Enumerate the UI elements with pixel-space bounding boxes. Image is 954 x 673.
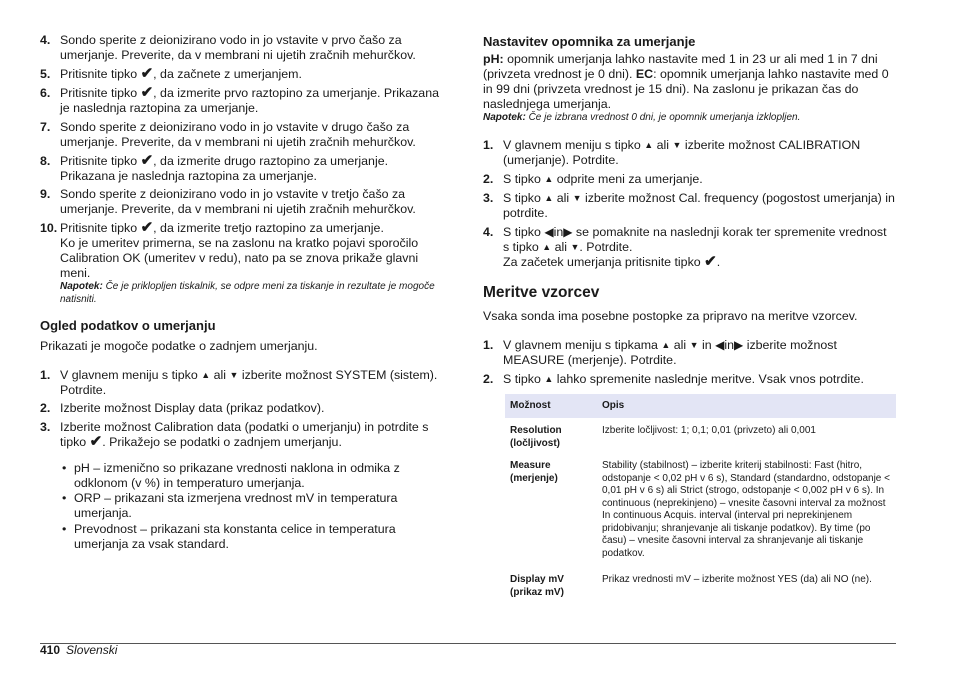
table-header-row — [505, 394, 896, 418]
down-arrow-icon: ▼ — [572, 193, 582, 203]
note-text: Če je izbrana vrednost 0 dni, je opomnik umerjanja izklopljen. — [525, 112, 801, 123]
step-text: izberite možnost SYSTEM (sistem). Potrdite. — [60, 368, 438, 397]
reminder-note — [483, 112, 896, 125]
reminder-step-1 — [483, 138, 896, 168]
footer-divider — [40, 643, 896, 644]
step-text: . Potrdite. — [579, 240, 633, 254]
measure-step-2 — [483, 372, 896, 387]
step-text: Sondo sperite z deionizirano vodo in jo vstavite v tretjo čašo za umerjanje. Preverite, da v membrani ni ujetih zračnih mehurčkov. — [60, 187, 416, 216]
up-arrow-icon: ▲ — [544, 174, 554, 184]
step-4 — [40, 33, 443, 63]
table-header-cell: Možnost — [505, 394, 597, 418]
reminder-step-4 — [483, 225, 896, 270]
confirm-check-icon: ✔ — [140, 219, 154, 236]
page-footer — [40, 643, 117, 657]
bullet-orp — [40, 491, 443, 521]
ec-text: : opomnik umerjanja lahko nastavite med 0 in 99 dni (privzeta vrednost je 15 dni). Na zaslonu je prikazan čas do naslednjega umerjanja. — [483, 67, 889, 111]
step-text: in — [553, 225, 564, 239]
note-text: Če je priklopljen tiskalnik, se odpre meni za tiskanje in rezultate je mogoče natisniti. — [60, 281, 435, 305]
measurements-intro: Vsaka sonda ima posebne postopke za pripravo na meritve vzorcev. — [483, 309, 858, 323]
step-number: 3. — [40, 420, 51, 434]
footer-language: Slovenski — [66, 643, 118, 657]
down-arrow-icon: ▼ — [672, 140, 682, 150]
section-title-reminder: Nastavitev opomnika za umerjanje — [483, 34, 696, 49]
reminder-step-2 — [483, 172, 896, 187]
step-text: in — [724, 338, 735, 352]
step-text: Pritisnite tipko — [60, 221, 138, 235]
view-step-2 — [40, 401, 443, 416]
step-8 — [40, 154, 443, 184]
up-arrow-icon: ▲ — [201, 370, 211, 380]
right-arrow-icon: ▶ — [563, 225, 573, 239]
confirm-check-icon: ✔ — [704, 253, 717, 270]
right-arrow-icon: ▶ — [734, 338, 744, 352]
up-arrow-icon: ▲ — [644, 140, 654, 150]
step-text: in — [702, 338, 712, 352]
table-cell-description: Stability (stabilnost) – izberite kriterij stabilnosti: Fast (hitro, odstopanje < 0,02 pH v 6 s), Standard (standardno, odstopanje < 0,01 pH v 6 s) ali Strict (strogo, odstopanje < 0,002 pH v 6 s). In continuous (neprekinjeno) – vnesite časovni interval za možnost In continuous Acquis. interval (interval pri neprekinjenem pridobivanju; shranjevanje ali tiskanje podatkov). By time (po času) – vnesite časovni interval za shranjevanje ali tiskanje podatkov. — [602, 460, 890, 559]
step-text: Izberite možnost Calibration data (podatki o umerjanju) in potrdite s tipko — [60, 420, 429, 449]
step-number: 6. — [40, 86, 51, 100]
step-9 — [40, 187, 443, 217]
bullet-dot-icon: • — [62, 491, 67, 505]
step-number: 2. — [483, 372, 494, 386]
ec-label: EC — [635, 67, 654, 81]
step-note — [60, 281, 443, 306]
step-number: 7. — [40, 120, 51, 134]
reminder-step-3 — [483, 191, 896, 221]
bullet-ph — [40, 461, 443, 491]
step-text: Sondo sperite z deionizirano vodo in jo vstavite v drugo čašo za umerjanje. Preverite, da v membrani ni ujetih zračnih mehurčkov. — [60, 120, 416, 149]
step-number: 3. — [483, 191, 494, 205]
step-text: se pomaknite na naslednji korak ter spremenite vrednost s tipko — [503, 225, 887, 254]
table-row — [505, 574, 896, 599]
step-number: 1. — [483, 338, 494, 352]
step-text: ali — [656, 138, 669, 152]
step-text: , da začnete z umerjanjem. — [153, 67, 302, 81]
step-text: V glavnem meniju s tipko — [60, 368, 198, 382]
step-number: 1. — [483, 138, 494, 152]
step-text: . Prikažejo se podatki o zadnjem umerjanju. — [102, 435, 342, 449]
step-text: V glavnem meniju s tipkama — [503, 338, 658, 352]
table-cell-option: Resolution (ločljivost) — [510, 425, 562, 449]
table-cell-description: Izberite ločljivost: 1; 0,1; 0,01 (privzeto) ali 0,001 — [602, 425, 816, 436]
step-text: , da izmerite prvo raztopino za umerjanje. Prikazana je naslednja raztopina za umerjanje. — [60, 86, 439, 115]
step-extra-text: Ko je umeritev primerna, se na zaslonu na kratko pojavi sporočilo Calibration OK (umeritev v redu), nato pa se znova prikaže glavni meni. — [60, 236, 419, 280]
up-arrow-icon: ▲ — [661, 340, 671, 350]
step-7 — [40, 120, 443, 150]
step-text: , da izmerite tretjo raztopino za umerjanje. — [153, 221, 384, 235]
step-number: 1. — [40, 368, 51, 382]
options-table — [505, 394, 896, 599]
section-title-calibration-data: Ogled podatkov o umerjanju — [40, 318, 216, 333]
confirm-check-icon: ✔ — [140, 152, 154, 169]
step-text: V glavnem meniju s tipko — [503, 138, 641, 152]
step-text: lahko spremenite naslednje meritve. Vsak vnos potrdite. — [556, 372, 864, 386]
table-cell-option: Measure (merjenje) — [510, 460, 558, 484]
step-text: . — [716, 255, 721, 269]
step-number: 5. — [40, 67, 51, 81]
step-text: ali — [673, 338, 687, 352]
bullet-text: ORP – prikazani sta izmerjena vrednost mV in temperatura umerjanja. — [74, 491, 398, 520]
page-number: 410 — [40, 643, 61, 657]
bullet-dot-icon: • — [62, 461, 67, 475]
reminder-paragraph — [483, 52, 896, 125]
bullet-dot-icon: • — [62, 522, 67, 536]
left-arrow-icon: ◀ — [544, 225, 554, 239]
step-text: Sondo sperite z deionizirano vodo in jo vstavite v prvo čašo za umerjanje. Preverite, da v membrani ni ujetih zračnih mehurčkov. — [60, 33, 416, 62]
view-step-1 — [40, 368, 443, 398]
table-row — [505, 458, 896, 574]
step-number: 2. — [483, 172, 494, 186]
section-intro: Prikazati je mogoče podatke o zadnjem umerjanju. — [40, 339, 318, 353]
up-arrow-icon: ▲ — [544, 193, 554, 203]
step-text: ali — [213, 368, 226, 382]
left-arrow-icon: ◀ — [715, 338, 725, 352]
step-text: ali — [556, 191, 570, 205]
step-text: S tipko — [503, 191, 541, 205]
confirm-check-icon: ✔ — [89, 433, 103, 450]
step-text: Pritisnite tipko — [60, 154, 138, 168]
table-row — [505, 418, 896, 458]
step-number: 4. — [40, 33, 51, 47]
step-number: 2. — [40, 401, 51, 415]
table-cell-description: Prikaz vrednosti mV – izberite možnost YES (da) ali NO (ne). — [602, 574, 872, 585]
step-text: S tipko — [503, 172, 541, 186]
step-text: izberite možnost CALIBRATION (umerjanje). Potrdite. — [503, 138, 861, 167]
table-cell-option: Display mV (prikaz mV) — [510, 574, 564, 598]
step-number: 9. — [40, 187, 51, 201]
step-text: ali — [554, 240, 568, 254]
bullet-text: Prevodnost – prikazani sta konstanta celice in temperatura umerjanja za vsak standard. — [74, 522, 396, 551]
down-arrow-icon: ▼ — [229, 370, 239, 380]
step-text: S tipko — [503, 372, 541, 386]
step-text: Pritisnite tipko — [60, 67, 138, 81]
down-arrow-icon: ▼ — [689, 340, 699, 350]
step-6 — [40, 86, 443, 116]
confirm-check-icon: ✔ — [140, 65, 154, 82]
note-label: Napotek: — [483, 112, 526, 123]
step-10 — [40, 221, 443, 306]
up-arrow-icon: ▲ — [542, 242, 552, 252]
measure-step-1 — [483, 338, 896, 368]
up-arrow-icon: ▲ — [544, 374, 554, 384]
step-number: 10. — [40, 221, 58, 235]
confirm-check-icon: ✔ — [140, 84, 154, 101]
section-title-measurements: Meritve vzorcev — [483, 284, 600, 301]
step-5 — [40, 67, 443, 82]
view-step-3 — [40, 420, 443, 450]
step-text: odprite meni za umerjanje. — [556, 172, 703, 186]
bullet-text: pH – izmenično so prikazane vrednosti naklona in odmika z odklonom (v %) in temperaturo umerjanja. — [74, 461, 400, 490]
step-text: izberite možnost MEASURE (merjenje). Potrdite. — [503, 338, 837, 367]
table-header-cell: Opis — [597, 394, 896, 418]
step-text: , da izmerite drugo raztopino za umerjanje. Prikazana je naslednja raztopina za umerjanje. — [60, 154, 389, 183]
note-label: Napotek: — [60, 281, 103, 292]
ph-label: pH: — [483, 52, 504, 66]
step-number: 8. — [40, 154, 51, 168]
step-text: Izberite možnost Display data (prikaz podatkov). — [60, 401, 325, 415]
step-text: S tipko — [503, 225, 541, 239]
bullet-conductivity — [40, 522, 443, 552]
step-number: 4. — [483, 225, 494, 239]
ph-text: opomnik umerjanja lahko nastavite med 1 in 23 ur ali med 1 in 7 dni (privzeta vrednost je 0 dni). — [483, 52, 878, 81]
step-text: izberite možnost Cal. frequency (pogostost umerjanja) in potrdite. — [503, 191, 895, 220]
step-text: Pritisnite tipko — [60, 86, 138, 100]
step-text: Za začetek umerjanja pritisnite tipko — [503, 255, 701, 269]
down-arrow-icon: ▼ — [570, 242, 580, 252]
